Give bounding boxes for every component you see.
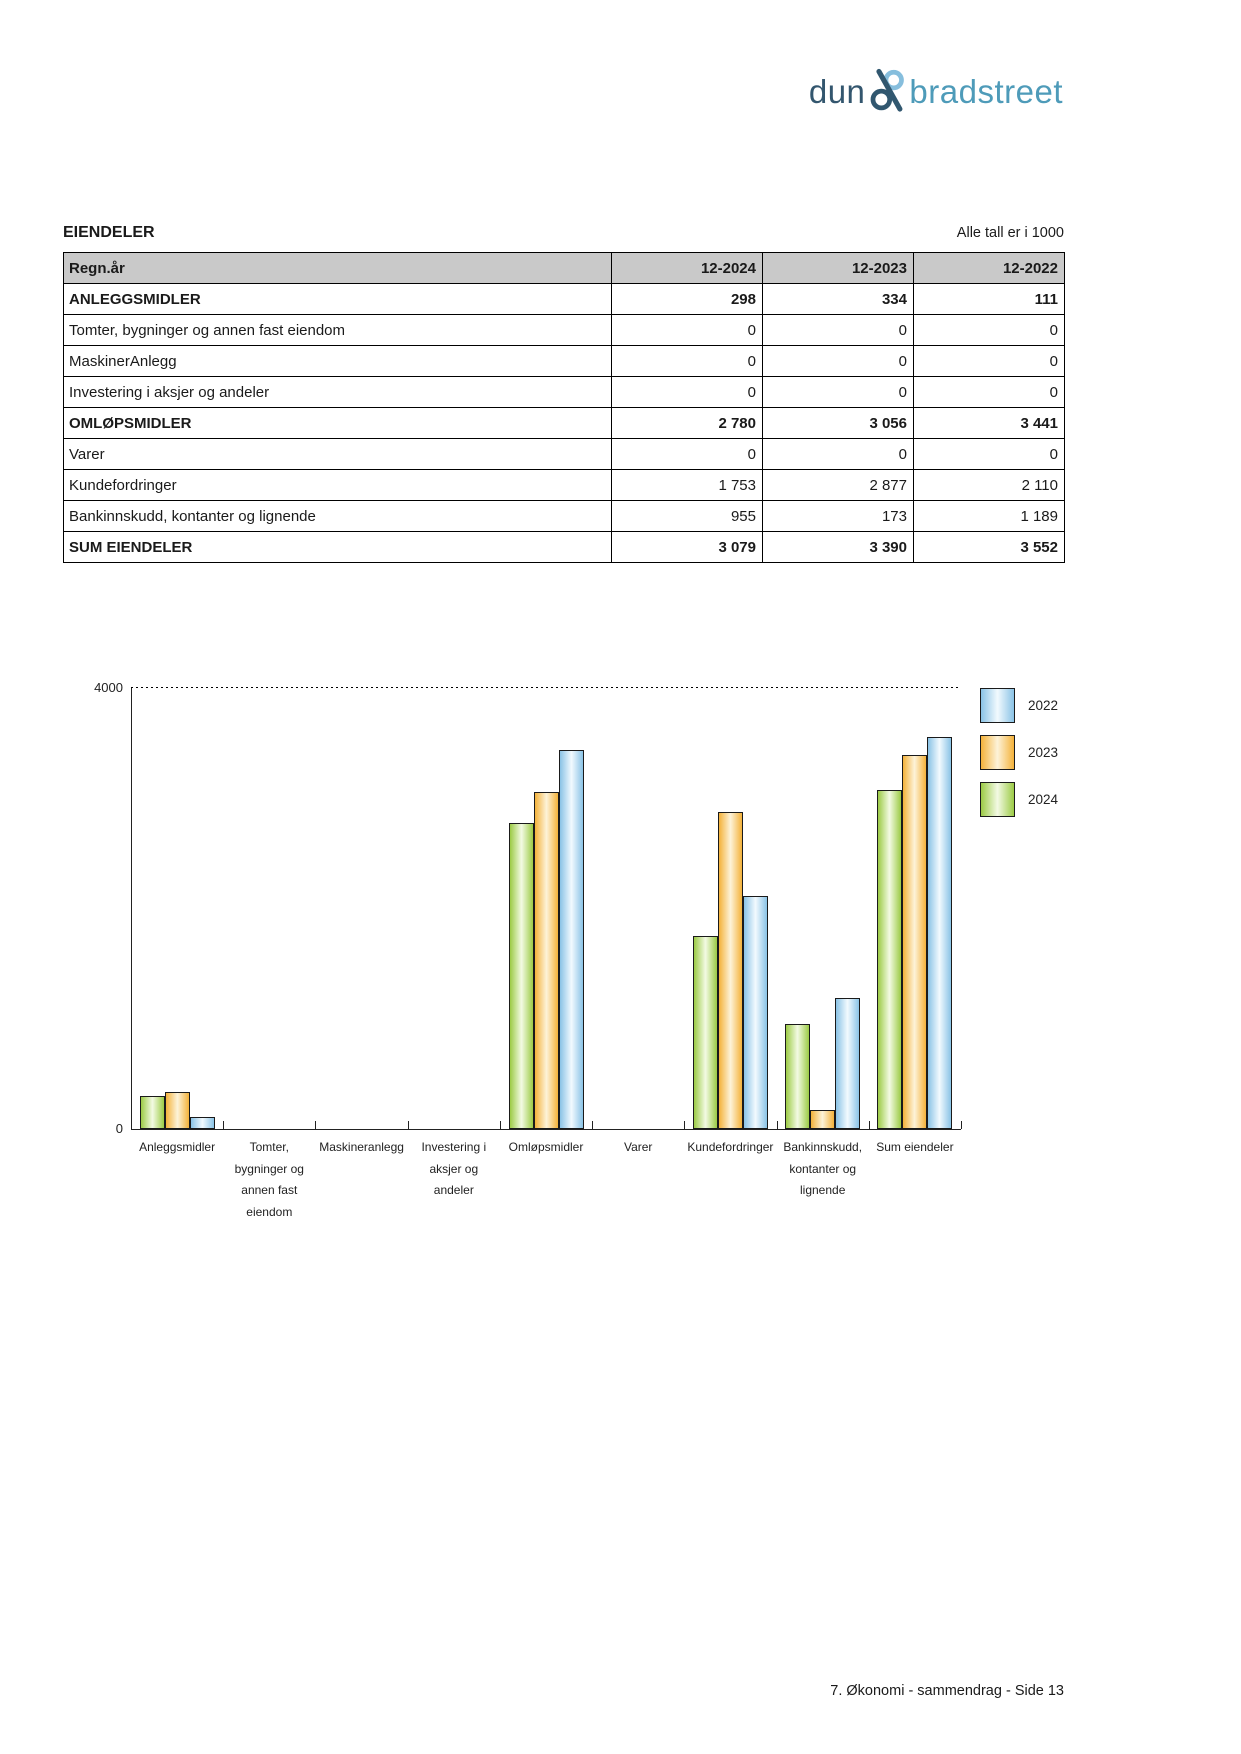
chart-bar-2024 (877, 790, 902, 1129)
x-axis-category-label: Investering i aksjer og andeler (421, 1140, 487, 1197)
x-axis-tick (500, 1121, 501, 1129)
row-label: Investering i aksjer og andeler (64, 377, 612, 408)
x-axis-tick (869, 1121, 870, 1129)
row-value: 0 (914, 346, 1065, 377)
chart-bar-2024 (693, 936, 718, 1129)
chart-bar-2023 (165, 1092, 190, 1129)
row-label: Bankinnskudd, kontanter og lignende (64, 501, 612, 532)
x-axis-category-label: Tomter, bygninger og annen fast eiendom (234, 1140, 304, 1219)
column-header-year: 12-2023 (763, 253, 914, 284)
chart-bar-2023 (534, 792, 559, 1129)
row-value: 334 (763, 284, 914, 315)
chart-bar-2023 (810, 1110, 835, 1129)
row-value: 0 (914, 439, 1065, 470)
chart-bar-2022 (190, 1117, 215, 1129)
x-axis-tick (961, 1121, 962, 1129)
row-value: 2 877 (763, 470, 914, 501)
row-label: SUM EIENDELER (64, 532, 612, 563)
row-label: OMLØPSMIDLER (64, 408, 612, 439)
row-value: 111 (914, 284, 1065, 315)
logo-text-bradstreet: bradstreet (909, 73, 1063, 110)
legend-label-2023: 2023 (1028, 745, 1059, 760)
table-row (64, 408, 1065, 439)
legend-label-2024: 2024 (1028, 792, 1059, 807)
row-value: 2 110 (914, 470, 1065, 501)
x-axis-category-label: Sum eiendeler (876, 1140, 954, 1154)
row-value: 1 753 (612, 470, 763, 501)
x-axis-category-label: Omløpsmidler (508, 1140, 584, 1154)
section-header (63, 224, 1064, 242)
chart-bar-2022 (835, 998, 860, 1129)
row-value: 0 (763, 346, 914, 377)
table-row (64, 439, 1065, 470)
row-value: 0 (763, 315, 914, 346)
chart-bar-2024 (509, 823, 534, 1129)
chart-bar-2022 (927, 737, 952, 1129)
column-header-year: 12-2024 (612, 253, 763, 284)
assets-table (63, 252, 1065, 563)
ampersand-icon (865, 83, 909, 100)
legend-swatch-2023 (980, 735, 1015, 770)
row-value: 1 189 (914, 501, 1065, 532)
chart-bar-2023 (902, 755, 927, 1129)
x-axis-tick (408, 1121, 409, 1129)
row-label: Varer (64, 439, 612, 470)
legend-label-2022: 2022 (1028, 698, 1059, 713)
row-value: 0 (914, 315, 1065, 346)
column-header-label: Regn.år (64, 253, 612, 284)
table-row (64, 346, 1065, 377)
legend-swatch-2024 (980, 782, 1015, 817)
table-row (64, 377, 1065, 408)
page-footer: 7. Økonomi - sammendrag - Side 13 (830, 1683, 1064, 1699)
row-value: 3 390 (763, 532, 914, 563)
x-axis-category-label: Kundefordringer (687, 1140, 774, 1154)
y-tick-0: 0 (115, 1121, 123, 1136)
table-row (64, 532, 1065, 563)
x-axis-category-label: Anleggsmidler (139, 1140, 216, 1154)
chart-bar-2023 (718, 812, 743, 1129)
row-label: Tomter, bygninger og annen fast eiendom (64, 315, 612, 346)
page-title: EIENDELER (63, 224, 155, 241)
table-row (64, 284, 1065, 315)
chart-bar-2024 (785, 1024, 810, 1129)
chart-bar-2022 (559, 750, 584, 1129)
x-axis-tick (592, 1121, 593, 1129)
x-axis-tick (777, 1121, 778, 1129)
row-label: Kundefordringer (64, 470, 612, 501)
row-value: 173 (763, 501, 914, 532)
row-value: 3 056 (763, 408, 914, 439)
row-value: 0 (612, 315, 763, 346)
table-header-row (64, 253, 1065, 284)
table-row (64, 470, 1065, 501)
x-axis-category-label: Bankinnskudd, kontanter og lignende (783, 1140, 863, 1197)
row-value: 2 780 (612, 408, 763, 439)
table-row (64, 501, 1065, 532)
chart-x-axis (131, 1129, 961, 1130)
row-value: 3 441 (914, 408, 1065, 439)
y-tick-4000: 4000 (94, 680, 123, 695)
row-value: 0 (612, 346, 763, 377)
row-value: 0 (763, 439, 914, 470)
legend-swatch-2022 (980, 688, 1015, 723)
chart-bar-2022 (743, 896, 768, 1129)
chart-gridline-4000 (131, 687, 961, 688)
table-row (64, 315, 1065, 346)
row-label: MaskinerAnlegg (64, 346, 612, 377)
dun-bradstreet-logo (63, 68, 1063, 116)
x-axis-category-label: Varer (623, 1140, 653, 1154)
x-axis-tick (684, 1121, 685, 1129)
x-axis-tick (315, 1121, 316, 1129)
chart-y-axis (131, 688, 132, 1129)
row-value: 3 079 (612, 532, 763, 563)
row-value: 955 (612, 501, 763, 532)
column-header-year: 12-2022 (914, 253, 1065, 284)
row-label: ANLEGGSMIDLER (64, 284, 612, 315)
row-value: 3 552 (914, 532, 1065, 563)
row-value: 0 (914, 377, 1065, 408)
x-axis-category-label: Maskineranlegg (319, 1140, 404, 1154)
row-value: 0 (763, 377, 914, 408)
logo-text-dun: dun (808, 73, 866, 110)
row-value: 0 (612, 377, 763, 408)
row-value: 0 (612, 439, 763, 470)
x-axis-tick (223, 1121, 224, 1129)
row-value: 298 (612, 284, 763, 315)
chart-bar-2024 (140, 1096, 165, 1129)
unit-note: Alle tall er i 1000 (956, 225, 1064, 241)
